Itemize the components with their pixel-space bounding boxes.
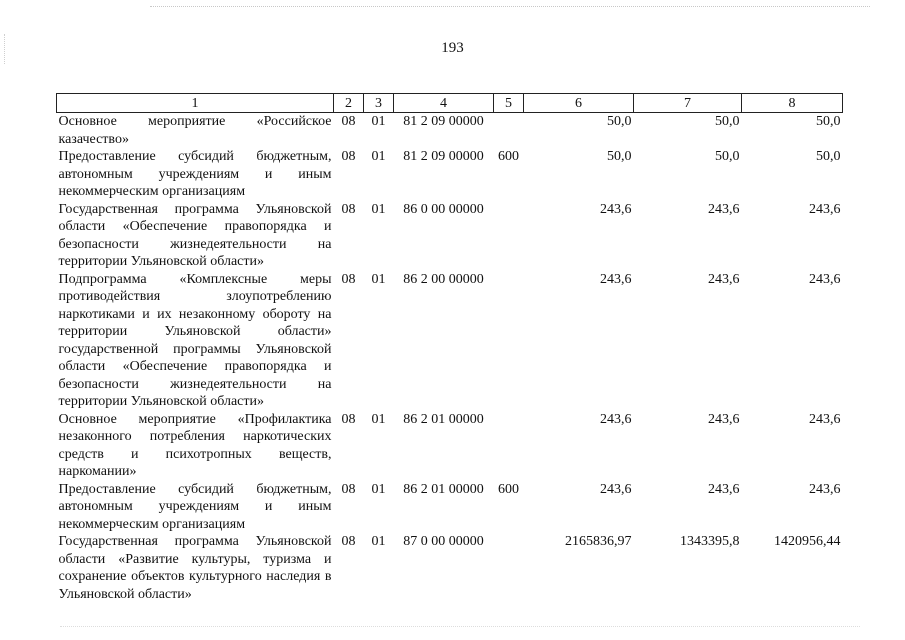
row-amount-year1: 50,0 bbox=[607, 114, 632, 129]
row-amount-year2: 243,6 bbox=[708, 201, 740, 217]
row-name: Предоставление субсидий бюджетным, автономным учреждениям и иным некоммерческим организациям bbox=[58, 149, 332, 199]
row-section: 08 bbox=[341, 201, 356, 217]
row-amount-year3: 243,6 bbox=[809, 271, 841, 287]
row-target-code: 81 2 09 00000 bbox=[403, 114, 484, 129]
row-subsection: 01 bbox=[371, 481, 386, 497]
row-amount-year2: 243,6 bbox=[708, 271, 740, 287]
row-name: Государственная программа Ульяновской области «Обеспечение правопорядка и безопасности жизнедеятельности на территории Ульяновской области» bbox=[58, 201, 332, 269]
table-row bbox=[57, 411, 843, 481]
row-amount-year1: 50,0 bbox=[607, 149, 632, 164]
budget-table bbox=[56, 93, 843, 603]
row-amount-year2: 243,6 bbox=[708, 411, 740, 427]
row-section: 08 bbox=[341, 481, 356, 497]
row-target-code: 86 2 01 00000 bbox=[403, 411, 484, 427]
table-row bbox=[57, 533, 843, 603]
row-target-code: 86 2 01 00000 bbox=[403, 481, 484, 497]
row-target-code: 86 0 00 00000 bbox=[403, 201, 484, 217]
header-col-8: 8 bbox=[742, 94, 843, 113]
table-row bbox=[57, 481, 843, 534]
table-row bbox=[57, 201, 843, 271]
row-amount-year3: 243,6 bbox=[809, 481, 841, 497]
row-expense-type: 600 bbox=[498, 149, 519, 164]
row-amount-year1: 243,6 bbox=[600, 411, 632, 427]
row-amount-year2: 243,6 bbox=[708, 481, 740, 497]
row-subsection: 01 bbox=[371, 201, 386, 217]
row-expense-type bbox=[494, 201, 524, 271]
header-col-4: 4 bbox=[394, 94, 494, 113]
row-expense-type bbox=[494, 113, 524, 149]
row-name: Основное мероприятие «Российское казачество» bbox=[58, 114, 332, 147]
table-row bbox=[57, 148, 843, 201]
row-expense-type: 600 bbox=[498, 481, 519, 497]
row-subsection: 01 bbox=[371, 271, 386, 287]
row-amount-year2: 50,0 bbox=[715, 149, 740, 164]
row-name: Государственная программа Ульяновской области «Развитие культуры, туризма и сохранение объектов культурного наследия в Ульяновской области» bbox=[58, 534, 332, 602]
row-section: 08 bbox=[341, 271, 356, 287]
row-amount-year3: 243,6 bbox=[809, 201, 841, 217]
row-amount-year3: 243,6 bbox=[809, 411, 841, 427]
row-amount-year2: 1343395,8 bbox=[680, 534, 740, 549]
row-section: 08 bbox=[341, 149, 356, 164]
scan-artifact-bottom bbox=[60, 626, 860, 629]
row-expense-type bbox=[494, 533, 524, 603]
header-col-2: 2 bbox=[334, 94, 364, 113]
row-name: Основное мероприятие «Профилактика незаконного потребления наркотических средств и психотропных веществ, наркомании» bbox=[58, 411, 332, 479]
row-section: 08 bbox=[341, 411, 356, 427]
row-amount-year1: 243,6 bbox=[600, 271, 632, 287]
header-col-3: 3 bbox=[364, 94, 394, 113]
row-amount-year3: 50,0 bbox=[816, 149, 841, 164]
row-target-code: 81 2 09 00000 bbox=[403, 149, 484, 164]
row-target-code: 86 2 00 00000 bbox=[403, 271, 484, 287]
row-amount-year1: 243,6 bbox=[600, 201, 632, 217]
table-row bbox=[57, 113, 843, 149]
row-target-code: 87 0 00 00000 bbox=[403, 534, 484, 549]
row-subsection: 01 bbox=[371, 411, 386, 427]
row-amount-year1: 243,6 bbox=[600, 481, 632, 497]
header-col-1: 1 bbox=[57, 94, 334, 113]
row-expense-type bbox=[494, 411, 524, 481]
table-row bbox=[57, 271, 843, 411]
row-expense-type bbox=[494, 271, 524, 411]
row-amount-year3: 1420956,44 bbox=[774, 534, 841, 549]
row-subsection: 01 bbox=[371, 114, 386, 129]
row-name: Предоставление субсидий бюджетным, автономным учреждениям и иным некоммерческим организациям bbox=[58, 481, 332, 532]
header-col-6: 6 bbox=[524, 94, 634, 113]
page-number: 193 bbox=[441, 40, 464, 56]
header-col-7: 7 bbox=[634, 94, 742, 113]
row-amount-year2: 50,0 bbox=[715, 114, 740, 129]
row-section: 08 bbox=[341, 534, 356, 549]
row-amount-year1: 2165836,97 bbox=[565, 534, 632, 549]
row-subsection: 01 bbox=[371, 534, 386, 549]
header-col-5: 5 bbox=[494, 94, 524, 113]
row-section: 08 bbox=[341, 114, 356, 129]
scan-artifact-top bbox=[150, 6, 870, 9]
row-amount-year3: 50,0 bbox=[816, 114, 841, 129]
row-name: Подпрограмма «Комплексные меры противодействия злоупотреблению наркотиками и их незаконному обороту на территории Ульяновской области» государственной программы Ульяновской области «Обеспечение правопорядка и безопасности жизнедеятельности на территории Ульяновской области» bbox=[58, 271, 332, 409]
table-header-row bbox=[57, 94, 843, 113]
row-subsection: 01 bbox=[371, 149, 386, 164]
